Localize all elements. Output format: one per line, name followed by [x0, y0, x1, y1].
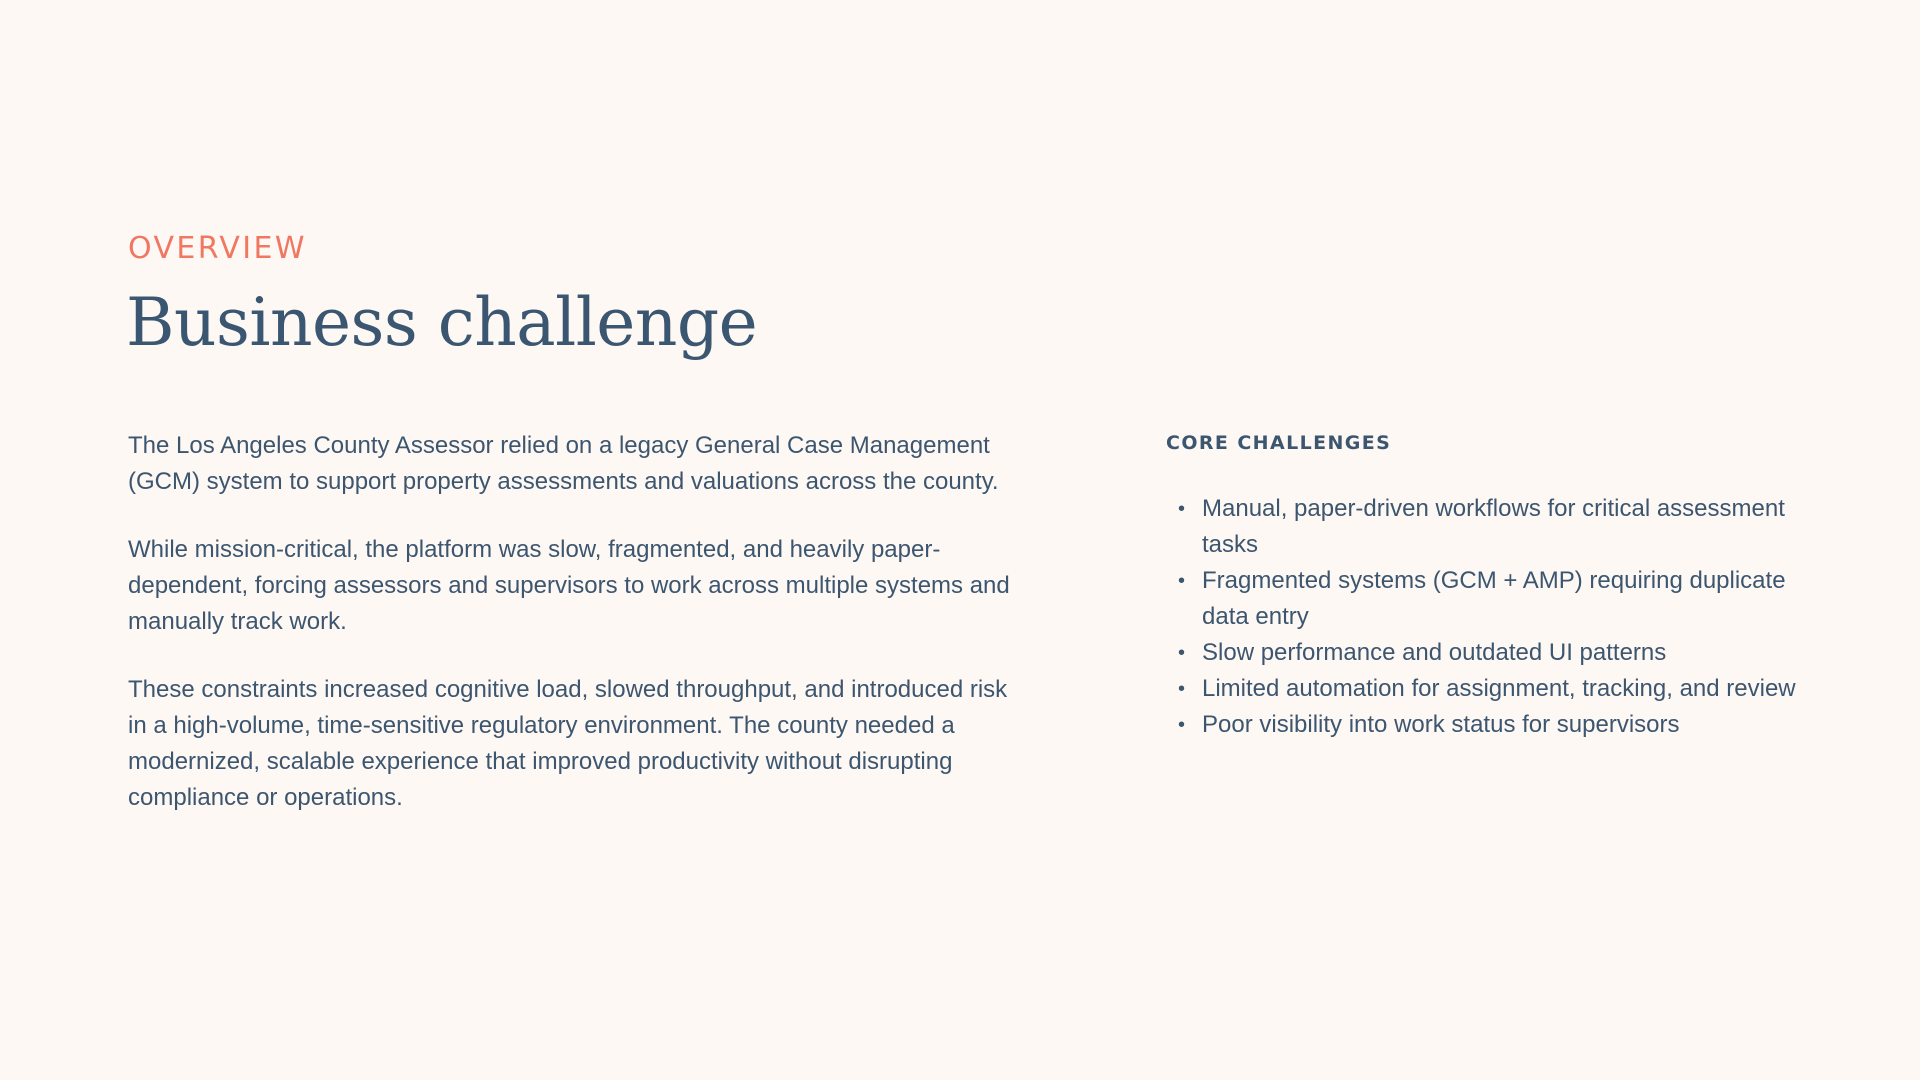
eyebrow-label: OVERVIEW — [128, 231, 307, 266]
intro-paragraph-2: While mission-critical, the platform was slow, fragmented, and heavily paper-dependent, forcing assessors and supervisors to work across multiple systems and manually track work. — [128, 536, 1010, 635]
bullet-icon: • — [1178, 570, 1186, 592]
list-item-text: Limited automation for assignment, tracking, and review — [1202, 675, 1796, 702]
intro-paragraph-1: The Los Angeles County Assessor relied on a legacy General Case Management (GCM) system to support property assessments and valuations across the county. — [128, 432, 999, 495]
bullet-icon: • — [1178, 714, 1186, 736]
list-item — [1166, 563, 1806, 635]
bullet-icon: • — [1178, 678, 1186, 700]
core-challenges-panel — [1166, 428, 1806, 743]
core-challenges-heading: CORE CHALLENGES — [1166, 432, 1392, 454]
list-item-text: Fragmented systems (GCM + AMP) requiring duplicate data entry — [1202, 567, 1786, 630]
list-item — [1166, 671, 1806, 707]
list-item-text: Manual, paper-driven workflows for critical assessment tasks — [1202, 495, 1785, 558]
list-item-text: Poor visibility into work status for supervisors — [1202, 711, 1680, 738]
list-item — [1166, 635, 1806, 671]
bullet-icon: • — [1178, 642, 1186, 664]
bullet-icon: • — [1178, 498, 1186, 520]
list-item-text: Slow performance and outdated UI patterns — [1202, 639, 1667, 666]
intro-paragraph-3: These constraints increased cognitive load, slowed throughput, and introduced risk in a high-volume, time-sensitive regulatory environment. The county needed a modernized, scalable experience that improved productivity without disrupting compliance or operations. — [128, 676, 1008, 811]
list-item — [1166, 491, 1806, 563]
intro-column — [128, 428, 1028, 848]
list-item — [1166, 707, 1806, 743]
page-title: Business challenge — [126, 284, 758, 361]
challenge-list — [1166, 491, 1806, 743]
